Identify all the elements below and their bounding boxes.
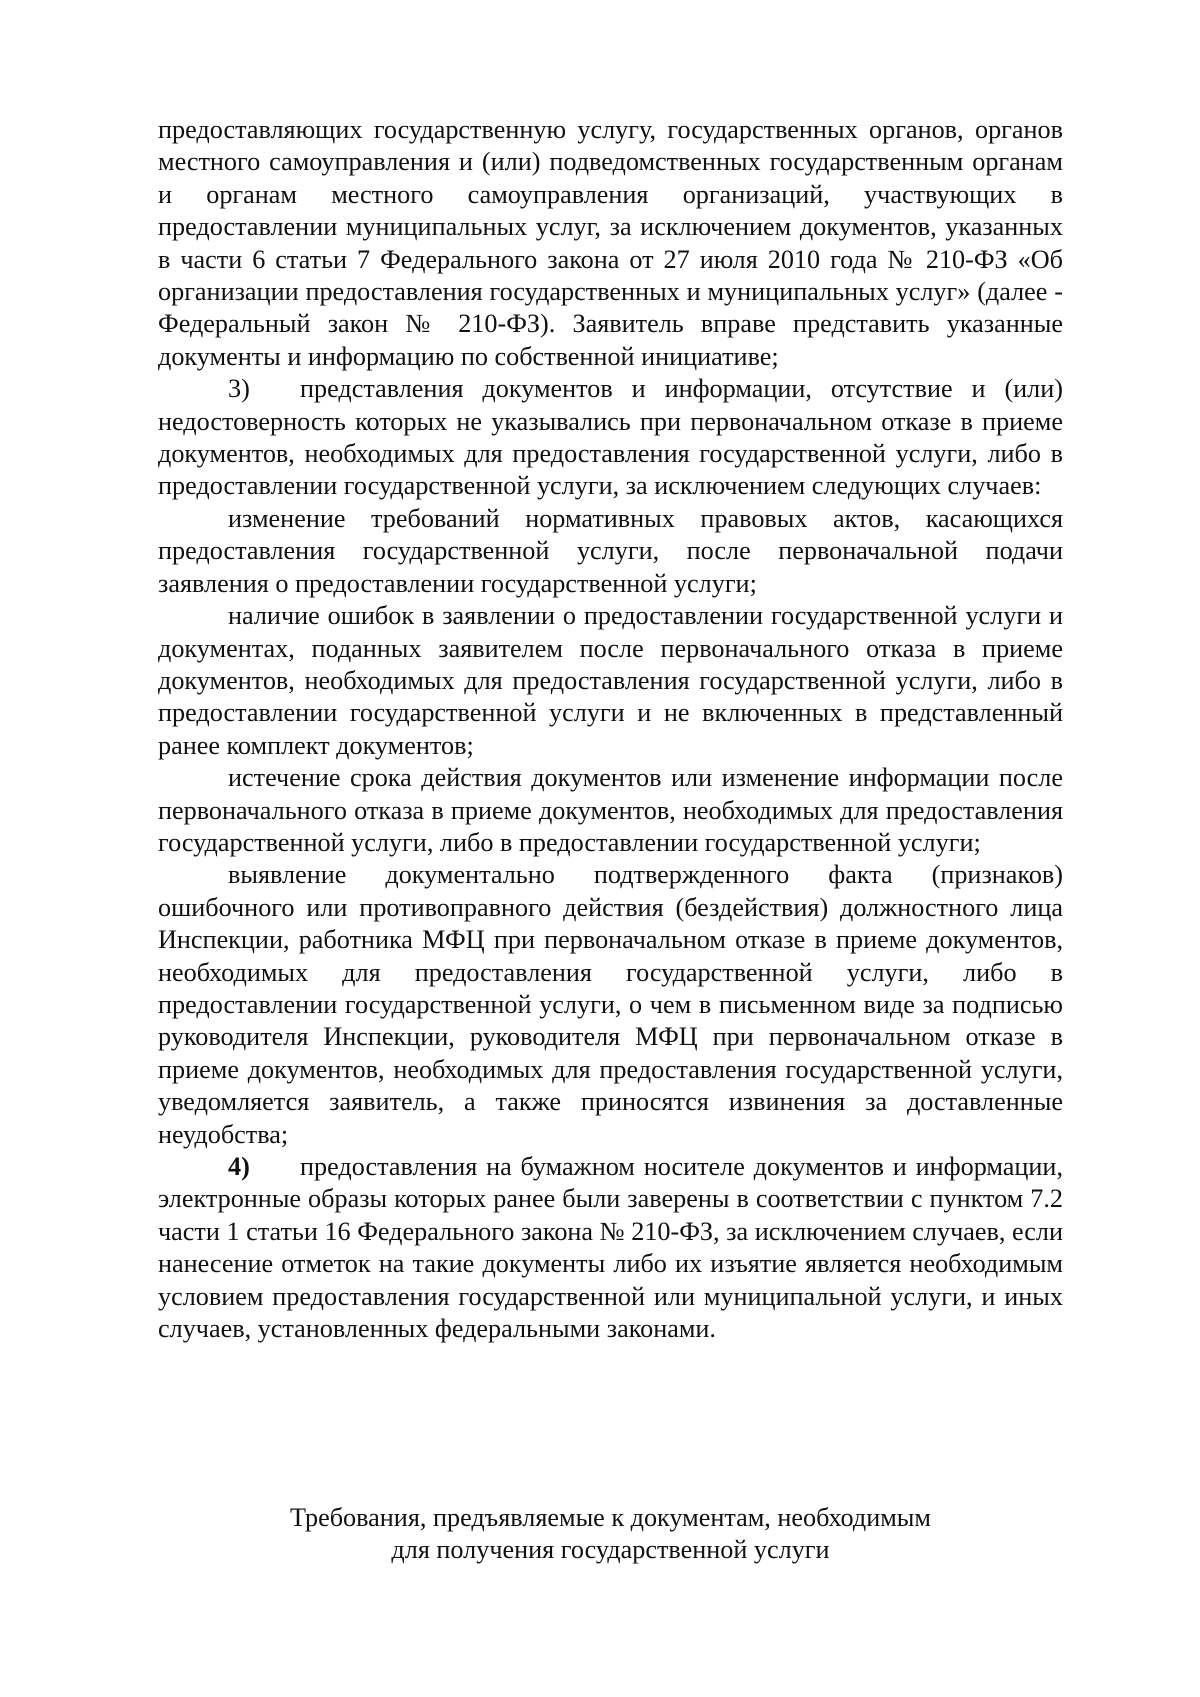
section-heading <box>158 1502 1063 1567</box>
paragraph-text: изменение требований нормативных правовых актов, касающихся предоставления государственной услуги, после первоначальной подачи заявления о предоставлении государственной услуги; <box>158 503 1063 598</box>
section-heading-line-2: для получения государственной услуги <box>391 1535 830 1565</box>
paragraph-exception-2 <box>158 600 1063 762</box>
list-item-3 <box>158 373 1063 503</box>
paragraph-exception-4 <box>158 859 1063 1151</box>
paragraph-text: предоставления на бумажном носителе документов и информации, электронные образы которых ранее были заверены в соответствии с пунктом 7.2 части 1 статьи 16 Федерального закона № 210-ФЗ, за исключением случаев, если нанесение отметок на такие документы либо их изъятие является необходимым условием предоставления государственной или муниципальной услуги, и иных случаев, установленных федеральными законами. <box>158 1152 1063 1344</box>
paragraph-text: представления документов и информации, отсутствие и (или) недостоверность которых не указывались при первоначальном отказе в приеме документов, необходимых для предоставления государственной услуги, либо в предоставлении государственной услуги, за исключением следующих случаев: <box>158 374 1063 501</box>
list-item-4 <box>158 1151 1063 1345</box>
paragraph-exception-1 <box>158 503 1063 600</box>
list-item-number: 4) <box>228 1152 250 1181</box>
section-heading-line-1: Требования, предъявляемые к документам, необходимым <box>290 1503 931 1532</box>
document-body <box>158 114 1063 1345</box>
paragraph-text: предоставляющих государственную услугу, государственных органов, органов местного самоуправления и (или) подведомственных государственным органам и органам местного самоуправления организаций, участвующих в предоставлении муниципальных услуг, за исключением документов, указанных в части 6 статьи 7 Федерального закона от 27 июля 2010 года № 210-ФЗ «Об организации предоставления государственных и муниципальных услуг» (далее - Федеральный закон № 210-ФЗ). Заявитель вправе представить указанные документы и информацию по собственной инициативе; <box>158 115 1063 371</box>
list-item-number: 3) <box>228 374 250 404</box>
paragraph-text: наличие ошибок в заявлении о предоставлении государственной услуги и документах, поданных заявителем после первоначального отказа в приеме документов, необходимых для предоставления государственной услуги, либо в предоставлении государственной услуги и не включенных в представленный ранее комплект документов; <box>158 601 1063 760</box>
paragraph-continuation <box>158 114 1063 373</box>
paragraph-text: истечение срока действия документов или изменение информации после первоначального отказа в приеме документов, необходимых для предоставления государственной услуги, либо в предоставлении государственной услуги; <box>158 763 1063 857</box>
paragraph-exception-3 <box>158 762 1063 859</box>
paragraph-text: выявление документально подтвержденного факта (признаков) ошибочного или противоправного действия (бездействия) должностного лица Инспекции, работника МФЦ при первоначальном отказе в приеме документов, необходимых для предоставления государственной услуги, либо в предоставлении государственной услуги, о чем в письменном виде за подписью руководителя Инспекции, руководителя МФЦ при первоначальном отказе в приеме документов, необходимых для предоставления государственной услуги, уведомляется заявитель, а также приносятся извинения за доставленные неудобства; <box>158 860 1063 1149</box>
